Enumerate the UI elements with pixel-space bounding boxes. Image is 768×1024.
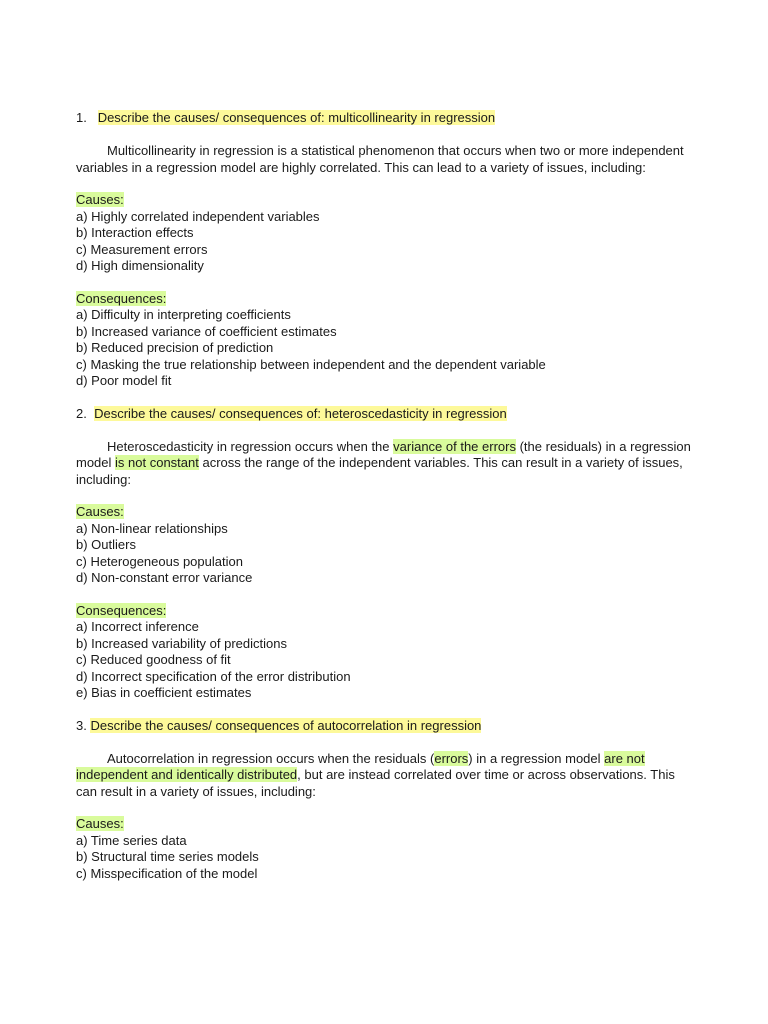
list-item: b) Increased variance of coefficient estimates xyxy=(76,323,337,339)
section-3-causes-label xyxy=(76,816,696,833)
intro-text: ) in a regression model xyxy=(468,750,605,766)
list-item: b) Interaction effects xyxy=(76,225,194,240)
intro-text: across the range of the independent variables. This can result in a variety of issues, including: xyxy=(76,455,683,487)
list-item: d) Incorrect specification of the error distribution xyxy=(76,668,351,684)
intro-text: (the residuals) in a regression model xyxy=(76,438,691,470)
list-item: c) Misspecification of the model xyxy=(76,865,258,881)
section-2-consequences-list xyxy=(76,619,696,702)
section-3-heading xyxy=(76,718,696,735)
intro-text: Heteroscedasticity in regression occurs when the xyxy=(107,438,394,454)
document-page xyxy=(76,110,696,882)
list-item: d) Non-constant error variance xyxy=(76,570,253,585)
causes-label-text: Causes: xyxy=(76,816,124,831)
section-3-intro xyxy=(76,751,696,801)
section-1-title: Describe the causes/ consequences of: multicollinearity in regression xyxy=(97,110,496,125)
list-item: d) High dimensionality xyxy=(76,258,204,273)
list-item: b) Reduced precision of prediction xyxy=(76,340,274,355)
consequences-label-text: Consequences: xyxy=(76,290,167,306)
section-3-causes-list xyxy=(76,833,696,883)
section-1-consequences-list xyxy=(76,307,696,390)
section-1-number: 1. xyxy=(76,110,87,125)
list-item: a) Highly correlated independent variables xyxy=(76,208,320,224)
causes-label-text: Causes: xyxy=(76,504,124,519)
intro-text: Autocorrelation in regression occurs when the residuals ( xyxy=(107,750,435,766)
list-item: a) Incorrect inference xyxy=(76,619,199,634)
section-2-intro xyxy=(76,439,696,489)
section-2-consequences-label xyxy=(76,603,696,620)
list-item: a) Non-linear relationships xyxy=(76,520,228,536)
list-item: a) Time series data xyxy=(76,832,187,848)
intro-highlight: are not independent and identically distributed xyxy=(76,750,645,782)
list-item: c) Heterogeneous population xyxy=(76,553,243,569)
consequences-label-text: Consequences: xyxy=(76,602,167,618)
section-3-number: 3. xyxy=(76,717,87,733)
list-item: b) Structural time series models xyxy=(76,849,259,864)
section-2-number: 2. xyxy=(76,405,87,421)
intro-highlight: is not constant xyxy=(115,455,199,470)
section-1-causes-label xyxy=(76,192,696,209)
section-3-title: Describe the causes/ consequences of autocorrelation in regression xyxy=(90,717,482,733)
list-item: d) Poor model fit xyxy=(76,373,172,388)
section-1-intro: Multicollinearity in regression is a statistical phenomenon that occurs when two or more independent variables in a regression model are highly correlated. This can lead to a variety of issues, including: xyxy=(76,143,684,175)
list-item: e) Bias in coefficient estimates xyxy=(76,685,252,700)
intro-highlight: errors xyxy=(434,750,469,766)
section-2-causes-label xyxy=(76,504,696,521)
list-item: b) Increased variability of predictions xyxy=(76,635,287,651)
section-2-heading xyxy=(76,406,696,423)
section-1-causes-list xyxy=(76,209,696,275)
section-1-heading xyxy=(76,110,696,127)
causes-label-text: Causes: xyxy=(76,192,124,207)
list-item: c) Measurement errors xyxy=(76,241,208,257)
list-item: b) Outliers xyxy=(76,537,136,552)
list-item: a) Difficulty in interpreting coefficients xyxy=(76,307,291,322)
section-1-consequences-label xyxy=(76,291,696,308)
list-item: c) Reduced goodness of fit xyxy=(76,652,231,667)
intro-text: , but are instead correlated over time or across observations. This can result in a variety of issues, including: xyxy=(76,767,675,799)
list-item: c) Masking the true relationship between independent and the dependent variable xyxy=(76,356,546,372)
intro-highlight: variance of the errors xyxy=(393,438,516,454)
section-2-title: Describe the causes/ consequences of: heteroscedasticity in regression xyxy=(94,405,507,421)
section-2-causes-list xyxy=(76,521,696,587)
